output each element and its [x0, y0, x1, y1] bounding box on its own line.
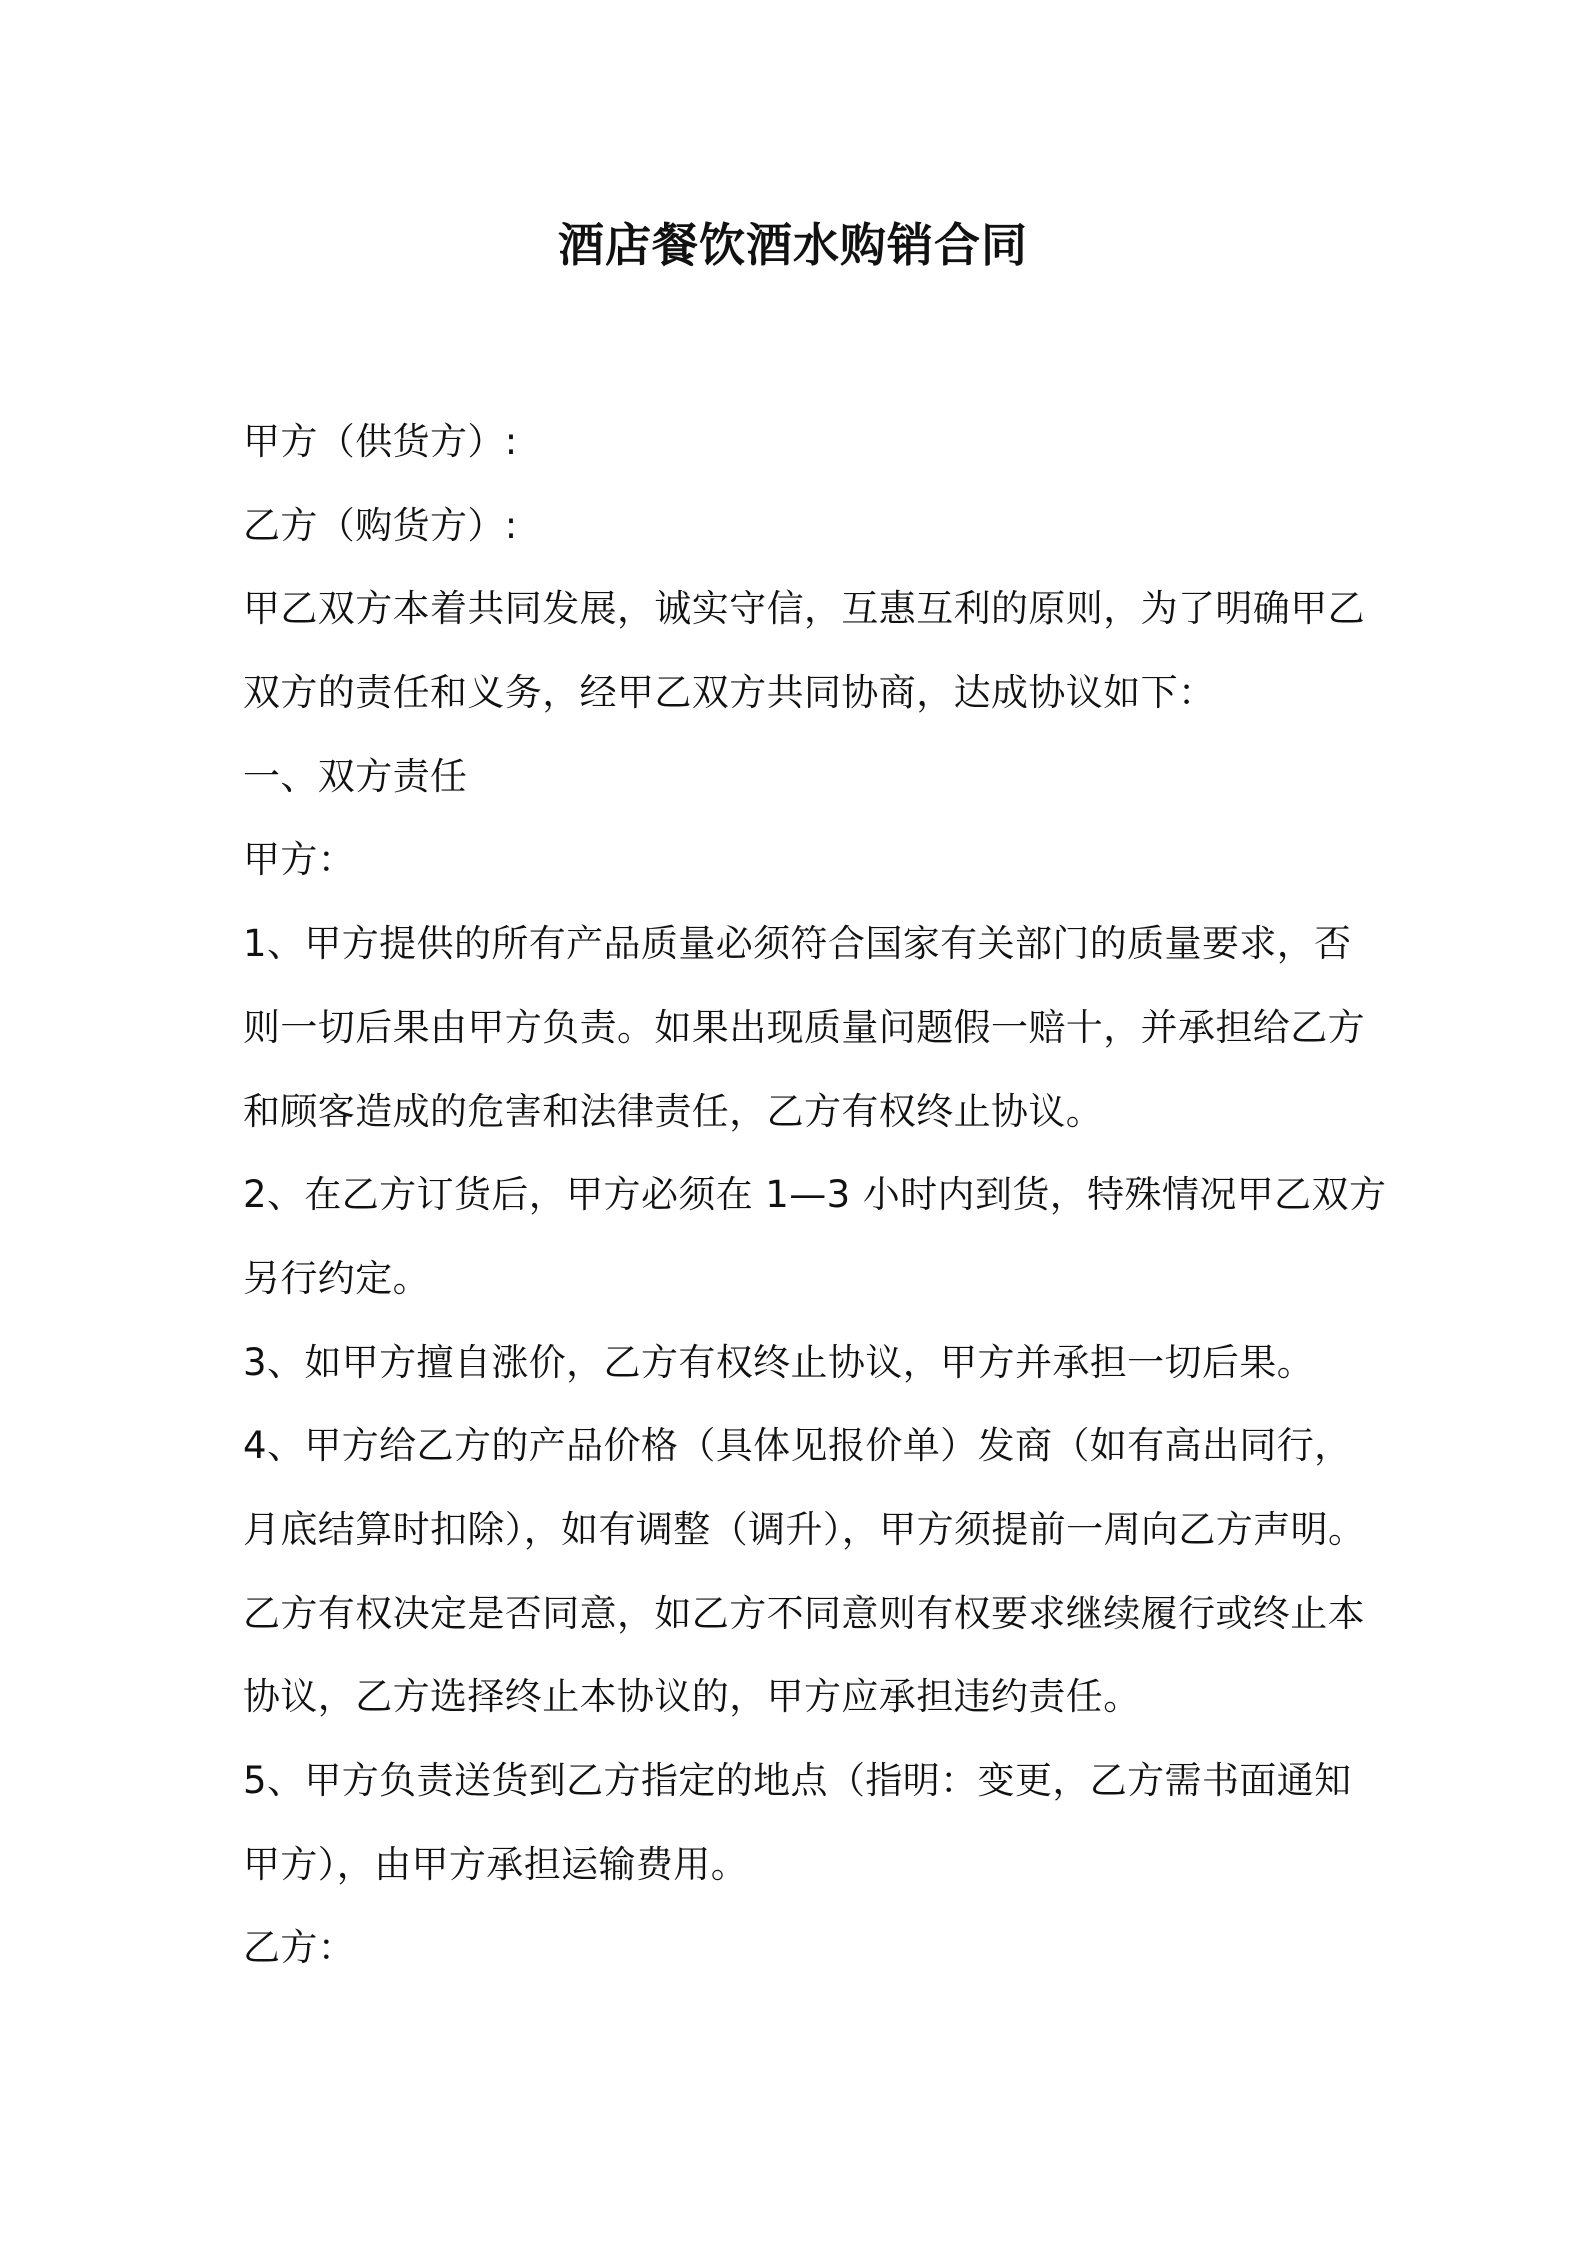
subsection-heading-party-b: 乙方：	[243, 1926, 356, 1970]
clause-line: 和顾客造成的危害和法律责任，乙方有权终止协议。	[243, 1089, 1104, 1133]
clause-line: 协议，乙方选择终止本协议的，甲方应承担违约责任。	[243, 1675, 1141, 1719]
clause-line: 则一切后果由甲方负责。如果出现质量问题假一赔十，并承担给乙方	[243, 1005, 1365, 1049]
party-b-line: 乙方（购货方）:	[243, 503, 518, 547]
clause-line: 2、在乙方订货后，甲方必须在 1—3 小时内到货，特殊情况甲乙双方	[243, 1173, 1387, 1217]
document-title: 酒店餐饮酒水购销合同	[558, 218, 1028, 272]
clause-line: 甲方），由甲方承担运输费用。	[243, 1842, 749, 1886]
preamble-line: 甲乙双方本着共同发展，诚实守信，互惠互利的原则，为了明确甲乙	[243, 587, 1365, 631]
subsection-heading-party-a: 甲方：	[243, 838, 356, 882]
clause-line: 乙方有权决定是否同意，如乙方不同意则有权要求继续履行或终止本	[243, 1591, 1365, 1635]
clause-line: 5、甲方负责送货到乙方指定的地点（指明：变更，乙方需书面通知	[243, 1759, 1352, 1802]
clause-line: 4、甲方给乙方的产品价格（具体见报价单）发商（如有高出同行，	[243, 1424, 1352, 1468]
clause-line: 1、甲方提供的所有产品质量必须符合国家有关部门的质量要求，否	[243, 922, 1352, 966]
preamble-line: 双方的责任和义务，经甲乙双方共同协商，达成协议如下：	[243, 671, 1216, 715]
clause-line: 月底结算时扣除），如有调整（调升），甲方须提前一周向乙方声明。	[243, 1507, 1366, 1551]
clause-line: 3、如甲方擅自涨价，乙方有权终止协议，甲方并承担一切后果。	[243, 1340, 1315, 1384]
party-a-line: 甲方（供货方）:	[243, 420, 518, 463]
document-body	[243, 400, 1387, 1990]
clause-line: 另行约定。	[243, 1256, 430, 1300]
section-heading: 一、双方责任	[243, 754, 468, 798]
